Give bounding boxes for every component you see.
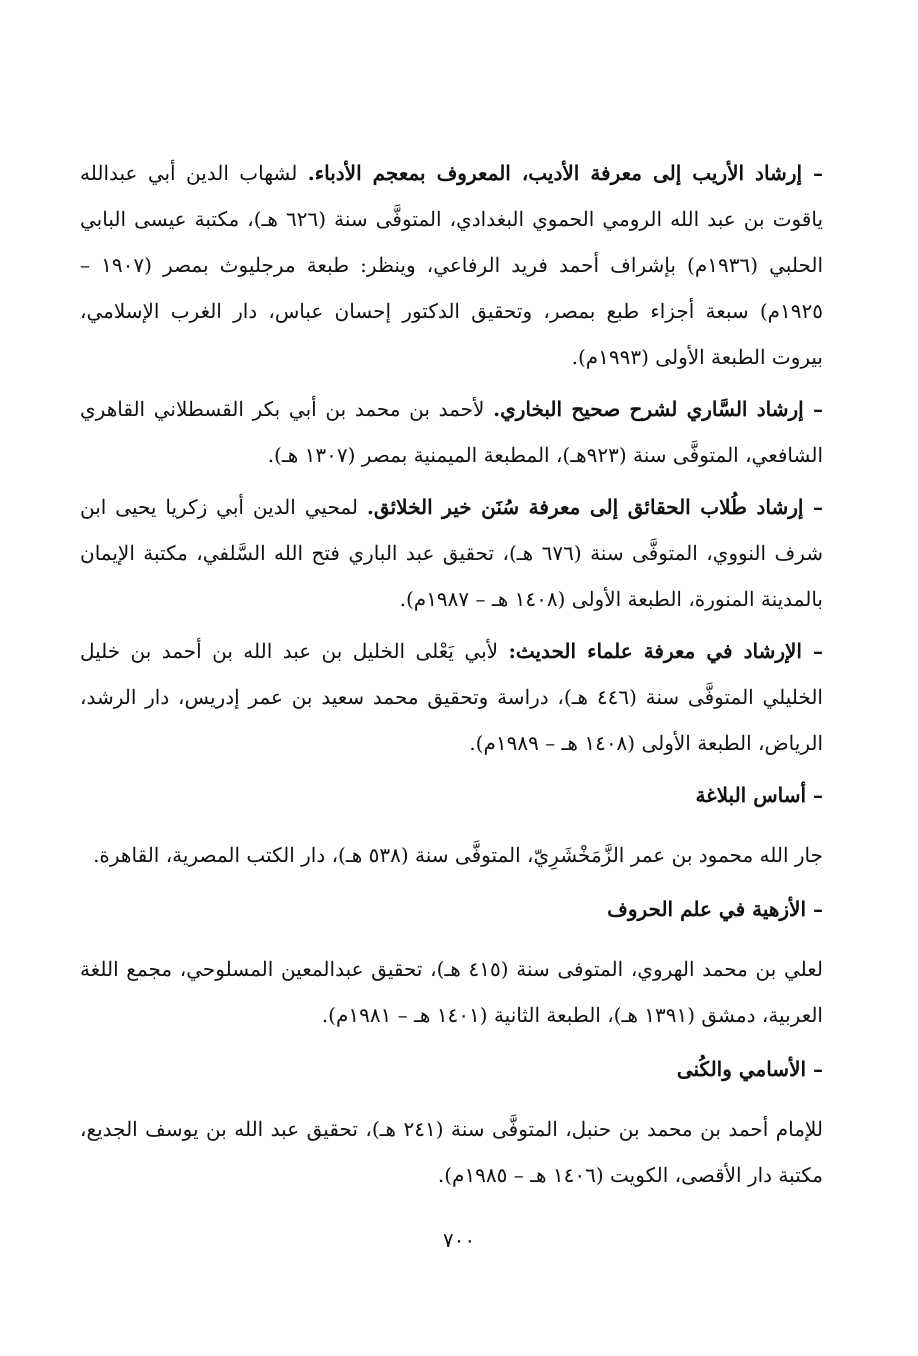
- entry-dash: –: [806, 783, 823, 807]
- entry-title: أساس البلاغة: [695, 783, 807, 807]
- entry-title: إرشاد السَّاري لشرح صحيح البخاري.: [493, 397, 804, 421]
- entry-title: الأسامي والكُنى: [676, 1057, 807, 1081]
- entry-text: لأبي يَعْلى الخليل بن عبد الله بن أحمد بن خليل الخليلي المتوفَّى سنة (٤٤٦ هـ)، دراسة وتحقيق محمد سعيد بن عمر إدريس، دار الرشد، الرياض، الطبعة الأولى (١٤٠٨ هـ – ١٩٨٩م).: [80, 639, 823, 755]
- entry-dash: –: [802, 161, 824, 185]
- bibliography-entry: [80, 484, 823, 622]
- entry-text: لمحيي الدين أبي زكريا يحيى ابن شرف النووي، المتوفَّى سنة (٦٧٦ هـ)، تحقيق عبد الباري فتح الله السَّلفي، مكتبة الإيمان بالمدينة المنورة، الطبعة الأولى (١٤٠٨ هـ – ١٩٨٧م).: [80, 495, 823, 611]
- bibliography-entry-heading: [80, 886, 823, 932]
- entry-dash: –: [803, 397, 824, 421]
- entry-text: لشهاب الدين أبي عبدالله ياقوت بن عبد الله الرومي الحموي البغدادي، المتوفَّى سنة (٦٢٦ هـ)، مكتبة عيسى البابي الحلبي (١٩٣٦م) بإشراف أحمد فريد الرفاعي، وينظر: طبعة مرجليوث بمصر (١٩٠٧ – ١٩٢٥م) سبعة أجزاء طبع بمصر، وتحقيق الدكتور إحسان عباس، دار الغرب الإسلامي، بيروت الطبعة الأولى (١٩٩٣م).: [80, 161, 824, 369]
- entry-title: إرشاد طُلاب الحقائق إلى معرفة سُنَن خير الخلائق.: [366, 495, 804, 519]
- bibliography-entry-body: جار الله محمود بن عمر الزَّمَخْشَرِيّ، المتوفَّى سنة (٥٣٨ هـ)، دار الكتب المصرية، القاهرة.: [93, 843, 823, 867]
- entry-dash: –: [806, 1057, 823, 1081]
- bibliography-entry: [80, 628, 823, 766]
- entry-dash: –: [802, 639, 823, 663]
- bibliography-list: [80, 150, 823, 1206]
- bibliography-entry: [80, 386, 823, 478]
- entry-dash: –: [803, 495, 823, 519]
- entry-text: لأحمد بن محمد بن أبي بكر القسطلاني القاهري الشافعي، المتوفَّى سنة (٩٢٣هـ)، المطبعة الميمنية بمصر (١٣٠٧ هـ).: [80, 397, 823, 467]
- entry-title: إرشاد الأريب إلى معرفة الأديب، المعروف بمعجم الأدباء.: [307, 161, 803, 185]
- bibliography-entry-heading: [80, 772, 823, 818]
- entry-title: الإرشاد في معرفة علماء الحديث:: [508, 639, 802, 663]
- bibliography-entry-body: لعلي بن محمد الهروي، المتوفى سنة (٤١٥ هـ)، تحقيق عبدالمعين المسلوحي، مجمع اللغة العربية، دمشق (١٣٩١ هـ)، الطبعة الثانية (١٤٠١ هـ – ١٩٨١م).: [80, 957, 823, 1027]
- bibliography-entry-heading: [80, 1046, 823, 1092]
- bibliography-entry-body: للإمام أحمد بن محمد بن حنبل، المتوفَّى سنة (٢٤١ هـ)، تحقيق عبد الله بن يوسف الجديع، مكتبة دار الأقصى، الكويت (١٤٠٦ هـ – ١٩٨٥م).: [80, 1117, 823, 1187]
- bibliography-entry: [80, 150, 823, 380]
- entry-title: الأزهية في علم الحروف: [607, 897, 807, 921]
- entry-dash: –: [806, 897, 823, 921]
- page-number: ٧٠٠: [442, 1228, 476, 1252]
